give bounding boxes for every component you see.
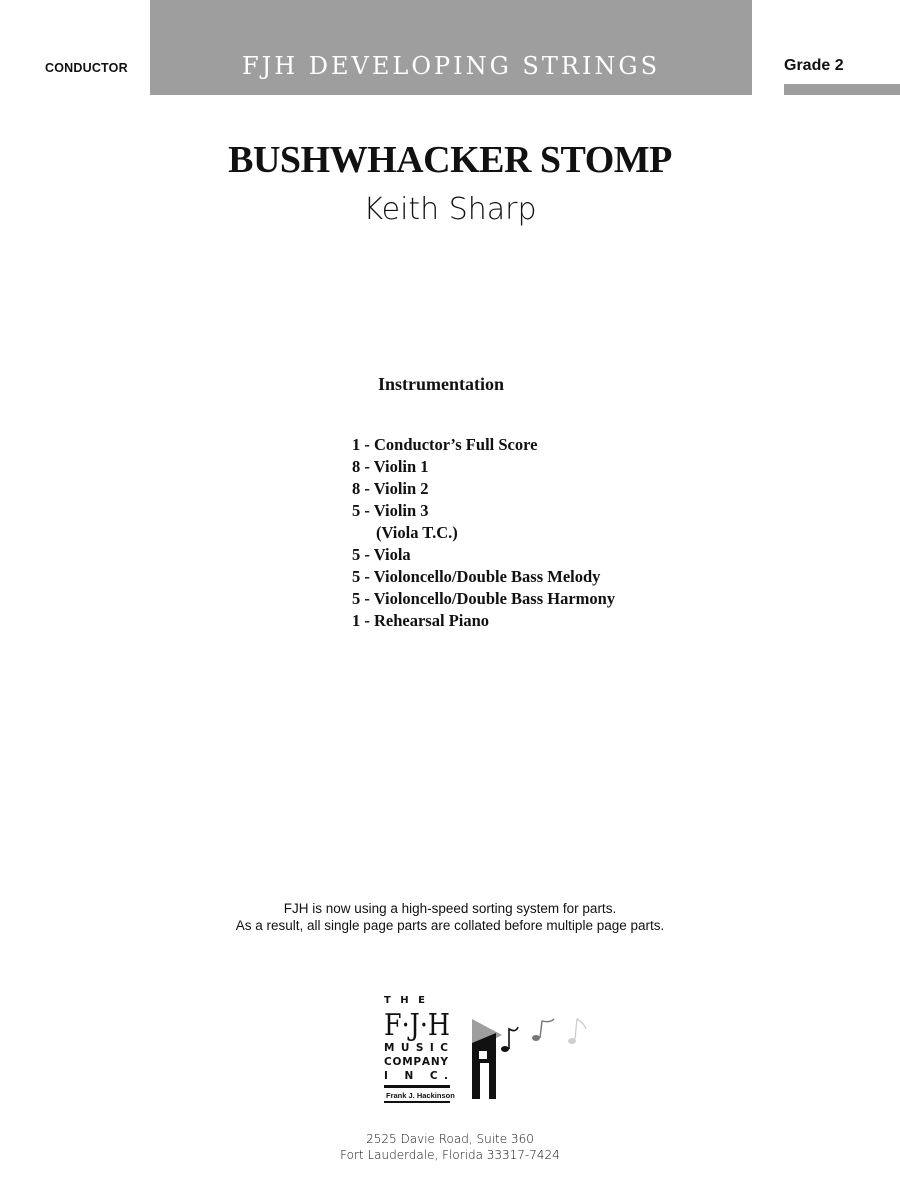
address-line-2: Fort Lauderdale, Florida 33317-7424	[340, 1148, 560, 1162]
publisher-address	[0, 1131, 900, 1163]
logo-company: C O M P A N Y	[384, 1056, 448, 1068]
instrumentation-item	[352, 588, 615, 610]
instrumentation-item-label: 1 - Conductor’s Full Score	[352, 435, 538, 454]
instrumentation-item	[352, 566, 615, 588]
music-notes-icon	[501, 1019, 586, 1052]
instrumentation-item-label: 5 - Violoncello/Double Bass Harmony	[352, 589, 616, 608]
series-title: FJH DEVELOPING STRINGS	[241, 52, 661, 80]
instrumentation-item-label: 5 - Viola	[352, 545, 411, 564]
conductor-label: CONDUCTOR	[45, 61, 128, 75]
grade-label: Grade 2	[784, 57, 844, 74]
instrumentation-item	[352, 478, 615, 500]
logo-rule-bottom	[384, 1101, 450, 1103]
logo-fjh: F·J·H	[384, 1008, 450, 1043]
fjh-music-company-logo	[384, 993, 600, 1108]
sorting-note	[0, 900, 900, 934]
sorting-note-line-2: As a result, all single page parts are collated before multiple page parts.	[235, 918, 665, 933]
instrumentation-item	[352, 610, 615, 632]
logo-inc: I N C.	[384, 1070, 448, 1082]
instrumentation-list	[352, 434, 615, 632]
grade-bar	[784, 84, 900, 95]
instrumentation-item	[352, 500, 615, 544]
logo-signature: Frank J. Hackinson	[386, 1091, 455, 1100]
instrumentation-item	[352, 456, 615, 478]
logo-music: M U S I C	[384, 1042, 448, 1054]
instrumentation-item	[352, 544, 615, 566]
house-window-icon	[479, 1051, 487, 1059]
instrumentation-item	[352, 434, 615, 456]
instrumentation-item-note: (Viola T.C.)	[376, 523, 458, 542]
address-line-1: 2525 Davie Road, Suite 360	[366, 1132, 534, 1146]
house-door-icon	[480, 1063, 489, 1099]
instrumentation-item-label: 5 - Violin 3	[352, 501, 429, 520]
instrumentation-item-label: 5 - Violoncello/Double Bass Melody	[352, 567, 601, 586]
series-header-band	[150, 0, 752, 95]
logo-rule	[384, 1085, 450, 1088]
instrumentation-item-label: 1 - Rehearsal Piano	[352, 611, 490, 630]
composer-name: Keith Sharp	[363, 192, 537, 227]
piece-title: BUSHWHACKER STOMP	[228, 139, 672, 181]
instrumentation-item-label: 8 - Violin 1	[352, 457, 429, 476]
logo-the: T H E	[384, 995, 428, 1006]
instrumentation-heading: Instrumentation	[378, 374, 505, 394]
instrumentation-item-label: 8 - Violin 2	[352, 479, 429, 498]
sorting-note-line-1: FJH is now using a high-speed sorting system for parts.	[283, 901, 617, 916]
